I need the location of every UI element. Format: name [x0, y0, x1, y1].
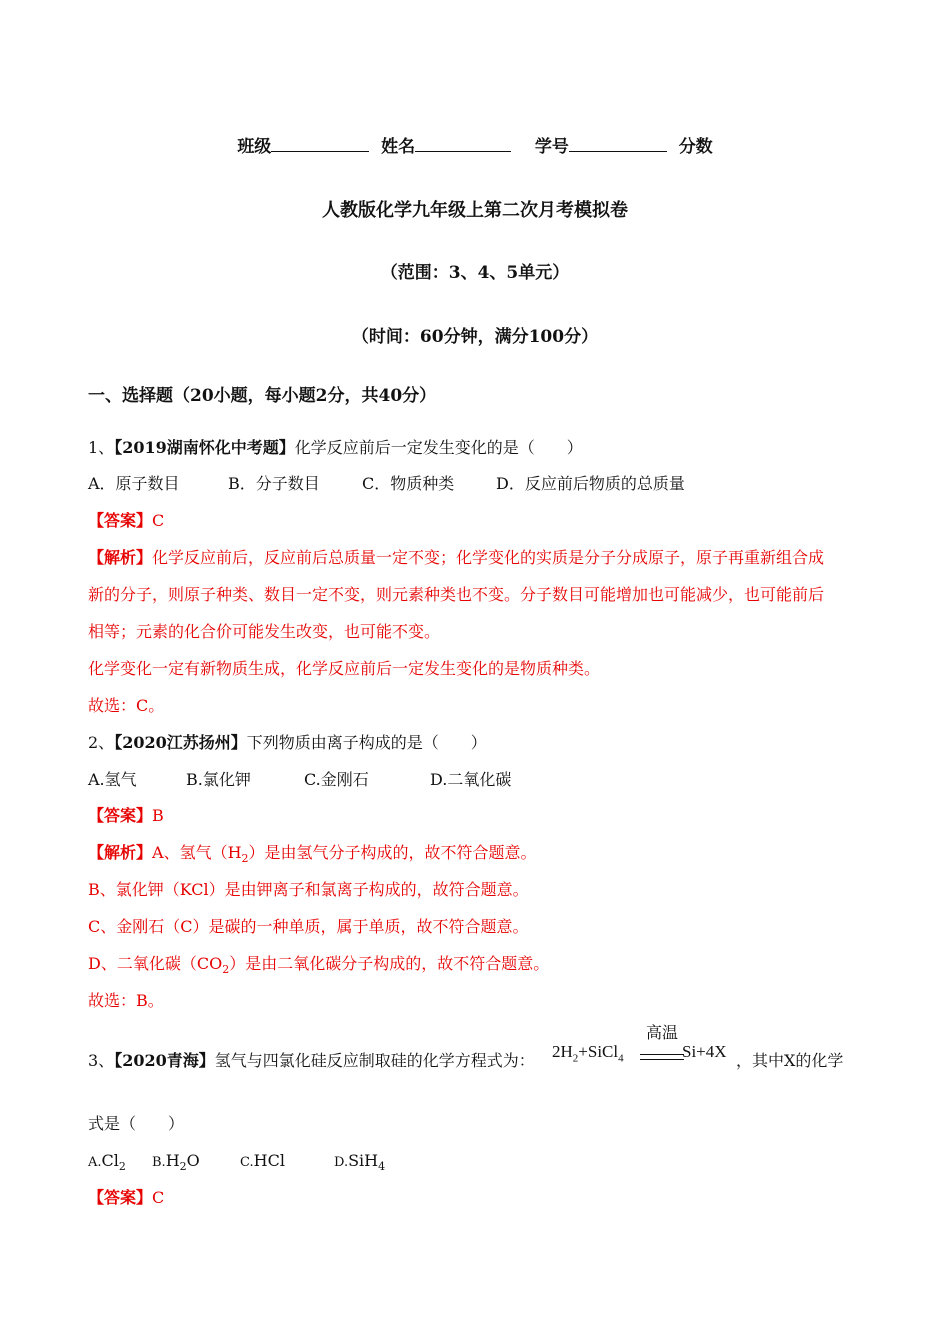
q2-answer-label: 【答案】 [88, 806, 153, 825]
q3-answer-label: 【答案】 [88, 1188, 153, 1207]
q1-analysis-text-1: 化学反应前后，反应前后总质量一定不变；化学变化的实质是分子分成原子，原子再重新组合成 [152, 548, 825, 567]
q1-answer-value: C [152, 511, 165, 530]
q1-option-a[interactable]: A．原子数目 [88, 474, 180, 493]
q2-option-d[interactable]: D.二氧化碳 [430, 770, 512, 789]
q3-text: 氢气与四氯化硅反应制取硅的化学方程式为： [214, 1051, 535, 1070]
eq-h2: 2H [552, 1042, 573, 1061]
q2-analysis-label: 【解析】 [88, 843, 153, 862]
q2-analysis-line-a [88, 842, 537, 870]
q2-analysis-a-pre: A、氢气（H [152, 843, 242, 862]
q3-answer [88, 1187, 164, 1209]
q3-number: 3、 [88, 1051, 115, 1070]
question-1-stem [88, 437, 583, 459]
question-1-options [88, 473, 685, 495]
q3-option-c[interactable]: C.HCl [240, 1151, 285, 1170]
q3-option-d[interactable]: D.SiH$_4$ [334, 1151, 386, 1174]
q1-option-b[interactable]: B．分子数目 [228, 474, 320, 493]
q2-analysis-a-post: ）是由氢气分子构成的，故不符合题意。 [248, 843, 537, 862]
q2-option-c[interactable]: C.金刚石 [304, 770, 369, 789]
eq-sicl: +SiCl [578, 1042, 619, 1061]
name-blank[interactable] [415, 135, 511, 152]
q1-source: 【2019湖南怀化中考题】 [114, 438, 295, 457]
q2-analysis-d-sub: 2 [222, 963, 230, 977]
equation-products: Si+4X [682, 1042, 727, 1061]
q1-answer-label: 【答案】 [88, 511, 153, 530]
q2-option-a[interactable]: A.氢气 [88, 770, 137, 789]
q1-number: 1、 [88, 438, 115, 457]
q1-text: 化学反应前后一定发生变化的是（ ） [294, 438, 583, 457]
exam-time: （时间：60分钟，满分100分） [351, 327, 599, 347]
q2-source: 【2020江苏扬州】 [114, 733, 247, 752]
q2-analysis-line-b: B、氯化钾（KCl）是由钾离子和氯离子构成的，故符合题意。 [88, 880, 529, 899]
q2-analysis-d-post: ）是由二氧化碳分子构成的，故不符合题意。 [229, 954, 550, 973]
name-label: 姓名 [381, 137, 416, 157]
equation-equals-sign [640, 1054, 684, 1060]
eq-h2-sub: 2 [572, 1052, 579, 1065]
chemical-equation [552, 1023, 752, 1072]
exam-scope: （范围：3、4、5单元） [380, 263, 570, 283]
q3-option-a[interactable]: $A.Cl_2$ [88, 1151, 126, 1174]
q2-conclusion: 故选：B。 [88, 991, 164, 1010]
q3-text-after: ，其中X的化学 [736, 1051, 844, 1070]
score-label: 分数 [678, 137, 713, 157]
question-3-options [88, 1150, 385, 1178]
q3-answer-value: C [152, 1188, 165, 1207]
id-blank[interactable] [569, 135, 667, 152]
equation-reactants [552, 1042, 624, 1064]
q2-answer-value: B [152, 806, 164, 825]
section-heading: 一、选择题（20小题，每小题2分，共40分） [88, 386, 437, 406]
q1-analysis-label: 【解析】 [88, 548, 153, 567]
q3-text-line-2: 式是（ ） [88, 1114, 185, 1133]
id-label: 学号 [534, 137, 569, 157]
q2-option-b[interactable]: B.氯化钾 [186, 770, 251, 789]
exam-title: 人教版化学九年级上第二次月考模拟卷 [322, 200, 628, 221]
q1-analysis-line-5: 故选：C。 [88, 696, 165, 715]
question-2-options [88, 769, 511, 791]
question-2-stem [88, 732, 487, 754]
q3-option-b[interactable]: $B.H_2O$ [152, 1151, 200, 1174]
q1-analysis-line-4: 化学变化一定有新物质生成，化学反应前后一定发生变化的是物质种类。 [88, 659, 601, 678]
student-info-line [0, 132, 950, 157]
q2-analysis-d-pre: D、二氧化碳（CO [88, 954, 223, 973]
question-3-stem [88, 1050, 535, 1072]
q2-analysis-line-d [88, 953, 549, 981]
q3-source: 【2020青海】 [114, 1051, 215, 1070]
class-blank[interactable] [271, 135, 369, 152]
q2-answer [88, 805, 164, 827]
q2-text: 下列物质由离子构成的是（ ） [246, 733, 487, 752]
equation-condition: 高温 [645, 1023, 678, 1042]
q1-answer [88, 510, 164, 532]
q1-analysis-line-3: 相等；元素的化合价可能发生改变，也可能不变。 [88, 622, 441, 641]
q2-analysis-a-sub: 2 [241, 852, 249, 866]
eq-sicl-sub: 4 [618, 1052, 624, 1065]
q2-number: 2、 [88, 733, 115, 752]
q1-option-c[interactable]: C．物质种类 [362, 474, 455, 493]
q2-analysis-line-c: C、金刚石（C）是碳的一种单质，属于单质，故不符合题意。 [88, 917, 529, 936]
q1-option-d[interactable]: D．反应前后物质的总质量 [496, 474, 685, 493]
q1-analysis-line-1 [88, 547, 824, 569]
class-label: 班级 [237, 137, 272, 157]
q1-analysis-line-2: 新的分子，则原子种类、数目一定不变，则元素种类也不变。分子数目可能增加也可能减少，也可能前后 [88, 585, 825, 604]
